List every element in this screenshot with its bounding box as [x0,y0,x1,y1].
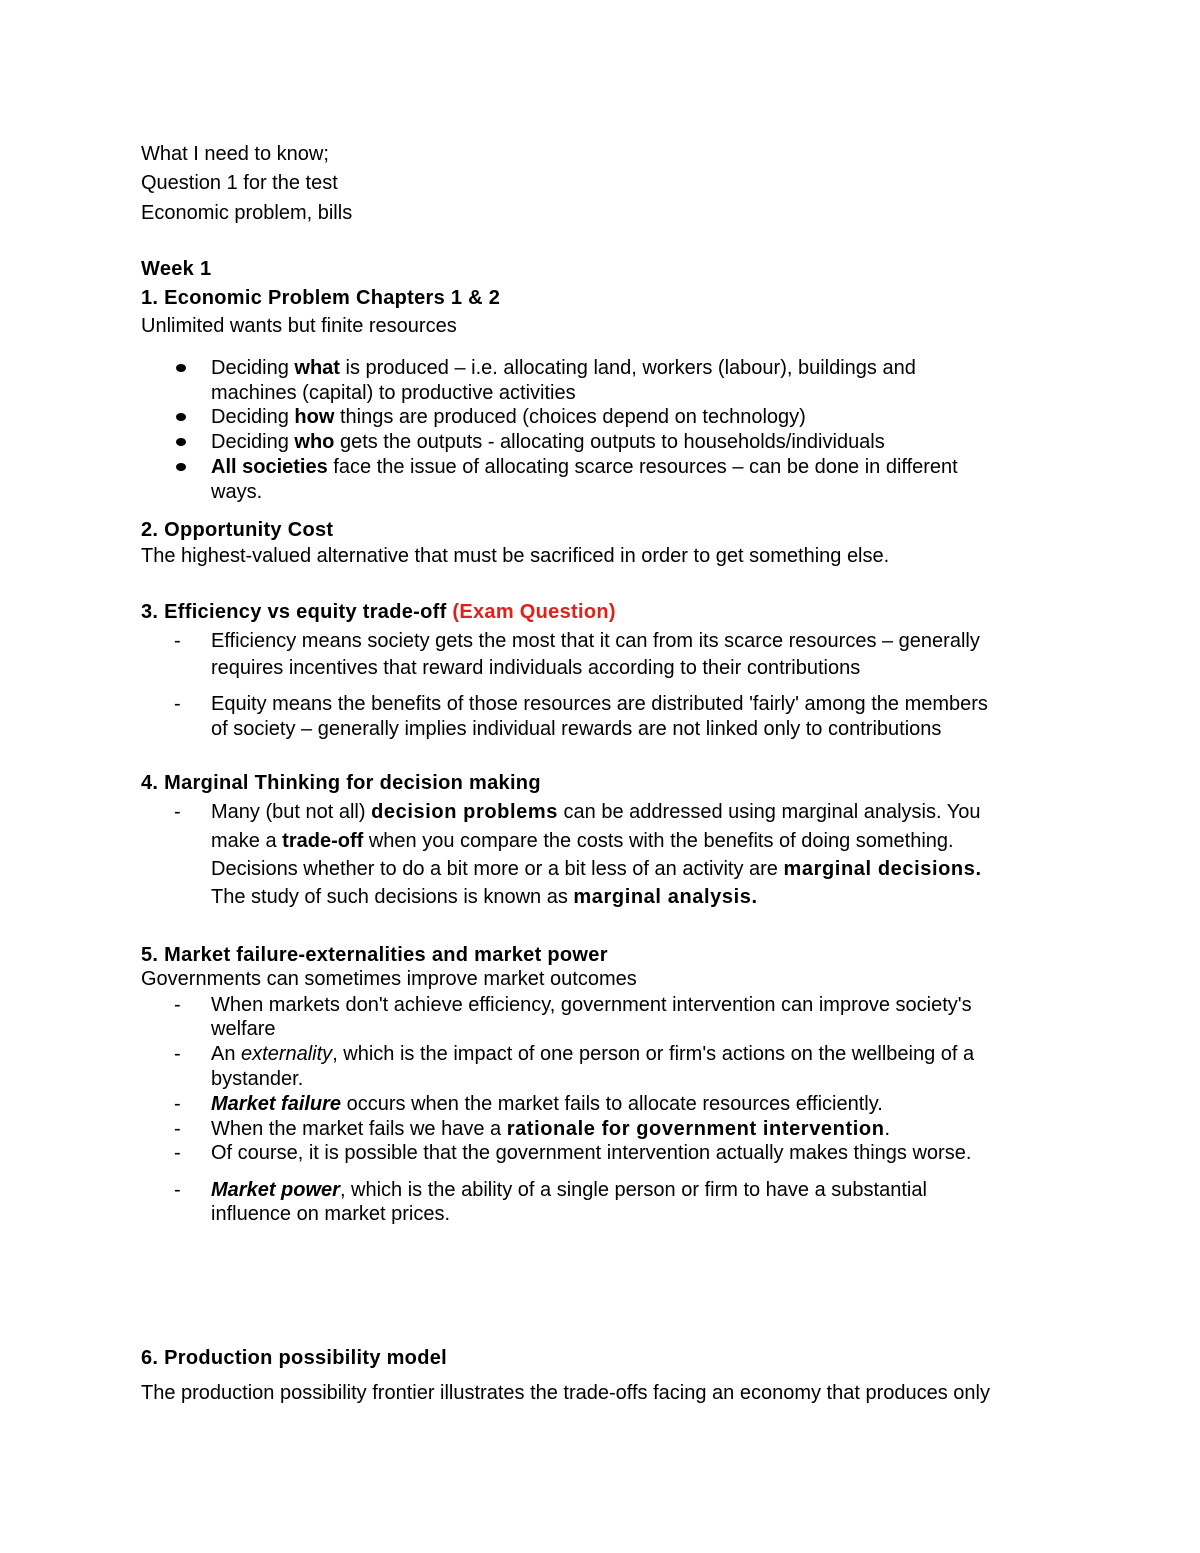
section-6-text: The production possibility frontier illustrates the trade-offs facing an economy that produces only [141,1382,990,1404]
section-5-item-6-cont: influence on market prices. [211,1203,451,1225]
section-5-item-5: Of course, it is possible that the government intervention actually makes things worse. [211,1142,972,1164]
dash-marker: - [174,693,181,715]
section-5-intro: Governments can sometimes improve market outcomes [141,968,637,990]
bullet-dot [176,413,186,421]
section-4-line-1: Many (but not all) decision problems can be addressed using marginal analysis. You [211,801,981,823]
section-5-item-1: When markets don't achieve efficiency, government intervention can improve society's [211,994,972,1016]
section-1-intro: Unlimited wants but finite resources [141,315,457,337]
section-4-line-4: The study of such decisions is known as marginal analysis. [211,886,758,908]
section-5-item-2: An externality, which is the impact of one person or firm's actions on the wellbeing of a [211,1043,975,1065]
dash-marker: - [174,1179,181,1201]
section-3-item-2: Equity means the benefits of those resources are distributed 'fairly' among the members [211,693,988,715]
week-heading: Week 1 [141,258,212,280]
section-2-text: The highest-valued alternative that must be sacrificed in order to get something else. [141,545,890,567]
dash-marker: - [174,801,181,823]
section-5-item-2-cont: bystander. [211,1068,304,1090]
section-5-item-6: Market power, which is the ability of a single person or firm to have a substantial [211,1179,927,1201]
section-5-item-3: Market failure occurs when the market fails to allocate resources efficiently. [211,1093,883,1115]
section-1-bullet-1-cont: machines (capital) to productive activities [211,382,576,404]
section-3-heading: 3. Efficiency vs equity trade-off (Exam Question) [141,601,616,623]
section-1-bullet-4: All societies face the issue of allocating scarce resources – can be done in different [211,456,958,478]
section-1-heading: 1. Economic Problem Chapters 1 & 2 [141,287,501,309]
intro-line-2: Question 1 for the test [141,172,338,194]
intro-line-1: What I need to know; [141,143,329,165]
section-1-bullet-2: Deciding how things are produced (choices depend on technology) [211,406,806,428]
section-3-item-1: Efficiency means society gets the most that it can from its scarce resources – generally [211,630,980,652]
dash-marker: - [174,1043,181,1065]
section-6-heading: 6. Production possibility model [141,1347,447,1369]
section-5-heading: 5. Market failure-externalities and market power [141,944,608,966]
bullet-dot [176,364,186,372]
exam-question-tag: (Exam Question) [452,601,616,623]
dash-marker: - [174,994,181,1016]
section-1-bullet-3: Deciding who gets the outputs - allocating outputs to households/individuals [211,431,885,453]
section-3-item-1-cont: requires incentives that reward individuals according to their contributions [211,657,861,679]
section-1-bullet-1: Deciding what is produced – i.e. allocating land, workers (labour), buildings and [211,357,916,379]
section-2-heading: 2. Opportunity Cost [141,519,334,541]
bullet-dot [176,463,186,471]
section-4-line-3: Decisions whether to do a bit more or a bit less of an activity are marginal decisions. [211,858,982,880]
dash-marker: - [174,1093,181,1115]
section-5-item-1-cont: welfare [211,1018,276,1040]
section-5-item-4: When the market fails we have a rationale for government intervention. [211,1118,891,1140]
dash-marker: - [174,1142,181,1164]
intro-line-3: Economic problem, bills [141,202,353,224]
section-4-heading: 4. Marginal Thinking for decision making [141,772,541,794]
section-1-bullet-4-cont: ways. [211,481,263,503]
dash-marker: - [174,630,181,652]
dash-marker: - [174,1118,181,1140]
section-3-item-2-cont: of society – generally implies individual rewards are not linked only to contributions [211,718,942,740]
section-4-line-2: make a trade-off when you compare the costs with the benefits of doing something. [211,830,954,852]
bullet-dot [176,438,186,446]
